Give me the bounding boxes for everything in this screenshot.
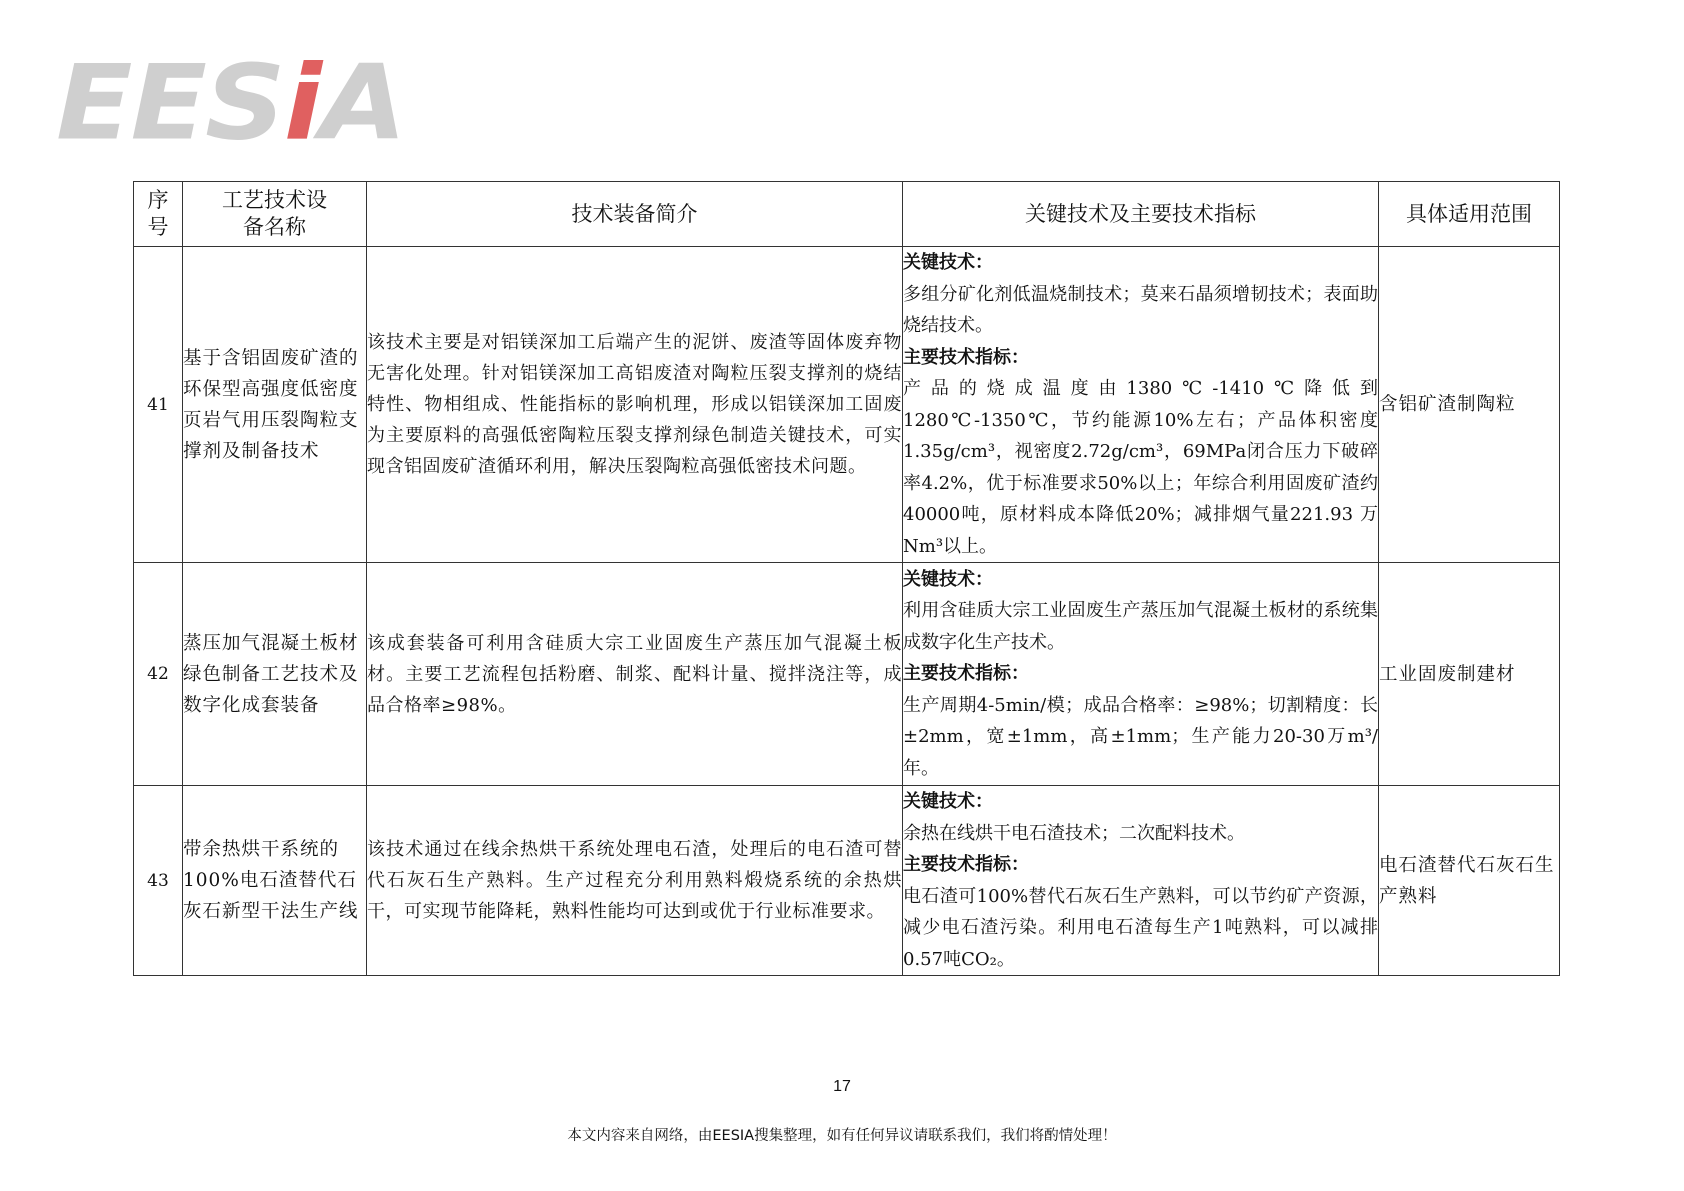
- row-key-tech: [903, 247, 1379, 563]
- row-scope: 电石渣替代石灰石生产熟料: [1379, 786, 1560, 976]
- table-row: [134, 563, 1560, 786]
- row-intro: 该技术主要是对铝镁深加工后端产生的泥饼、废渣等固体废弃物无害化处理。针对铝镁深加工高铝废渣对陶粒压裂支撑剂的烧结特性、物相组成、性能指标的影响机理，形成以铝镁深加工固废为主要原料的高强低密陶粒压裂支撑剂绿色制造关键技术，可实现含铝固废矿渣循环利用，解决压裂陶粒高强低密技术问题。: [367, 247, 903, 563]
- row-intro: 该技术通过在线余热烘干系统处理电石渣，处理后的电石渣可替代石灰石生产熟料。生产过程充分利用熟料煅烧系统的余热烘干，可实现节能降耗，熟料性能均可达到或优于行业标准要求。: [367, 786, 903, 976]
- index-title: 主要技术指标：: [903, 663, 1029, 685]
- row-tech-name: 基于含铝固废矿渣的环保型高强度低密度页岩气用压裂陶粒支撑剂及制备技术: [183, 247, 367, 563]
- row-intro: 该成套装备可利用含硅质大宗工业固废生产蒸压加气混凝土板材。主要工艺流程包括粉磨、制浆、配料计量、搅拌浇注等，成品合格率≥98%。: [367, 563, 903, 786]
- key-tech-text: 利用含硅质大宗工业固废生产蒸压加气混凝土板材的系统集成数字化生产技术。: [903, 600, 1378, 653]
- row-tech-name: 蒸压加气混凝土板材绿色制备工艺技术及数字化成套装备: [183, 563, 367, 786]
- technology-table: [133, 181, 1560, 976]
- key-tech-title: 关键技术：: [903, 252, 993, 273]
- row-seq: 43: [134, 786, 183, 976]
- page-number: 17: [833, 1078, 851, 1095]
- row-key-tech: [903, 563, 1379, 786]
- key-tech-text: 余热在线烘干电石渣技术；二次配料技术。: [903, 822, 1245, 844]
- header-name: 工艺技术设备名称: [183, 182, 367, 247]
- row-scope: 含铝矿渣制陶粒: [1379, 247, 1560, 563]
- key-tech-text: 多组分矿化剂低温烧制技术；莫来石晶须增韧技术；表面助烧结技术。: [903, 283, 1378, 336]
- table-row: [134, 247, 1560, 563]
- header-intro: 技术装备简介: [367, 182, 903, 247]
- row-tech-name: 带余热烘干系统的100%电石渣替代石灰石新型干法生产线: [183, 786, 367, 976]
- footer-disclaimer: 本文内容来自网络，由EESIA搜集整理，如有任何异议请联系我们，我们将酌情处理！: [567, 1128, 1117, 1144]
- row-seq: 41: [134, 247, 183, 563]
- row-seq: 42: [134, 563, 183, 786]
- header-key-tech: 关键技术及主要技术指标: [903, 182, 1379, 247]
- index-title: 主要技术指标：: [903, 854, 1029, 875]
- key-tech-title: 关键技术：: [903, 568, 993, 590]
- key-tech-title: 关键技术：: [903, 791, 993, 812]
- index-text: 电石渣可100%替代石灰石生产熟料，可以节约矿产资源，减少电石渣污染。利用电石渣每生产1吨熟料，可以减排0.57吨CO₂。: [903, 885, 1378, 970]
- row-scope: 工业固废制建材: [1379, 563, 1560, 786]
- index-title: 主要技术指标：: [903, 346, 1029, 368]
- row-key-tech: [903, 786, 1379, 976]
- header-seq: 序号: [134, 182, 183, 247]
- table-row: [134, 786, 1560, 976]
- header-scope: 具体适用范围: [1379, 182, 1560, 247]
- table-header-row: [134, 182, 1560, 247]
- index-text: 产品的烧成温度由1380℃-1410℃降低到1280℃-1350℃，节约能源10%左右；产品体积密度1.35g/cm³，视密度2.72g/cm³，69MPa闭合压力下破碎率4.2%，优于标准要求50%以上；年综合利用固废矿渣约40000吨，原材料成本降低20%；减排烟气量221.93 万Nm³以上。: [903, 378, 1378, 557]
- index-text: 生产周期4-5min/模；成品合格率：≥98%；切割精度：长±2mm，宽±1mm，高±1mm；生产能力20-30万m³/年。: [903, 694, 1378, 779]
- eesia-logo: EESiA: [56, 43, 405, 164]
